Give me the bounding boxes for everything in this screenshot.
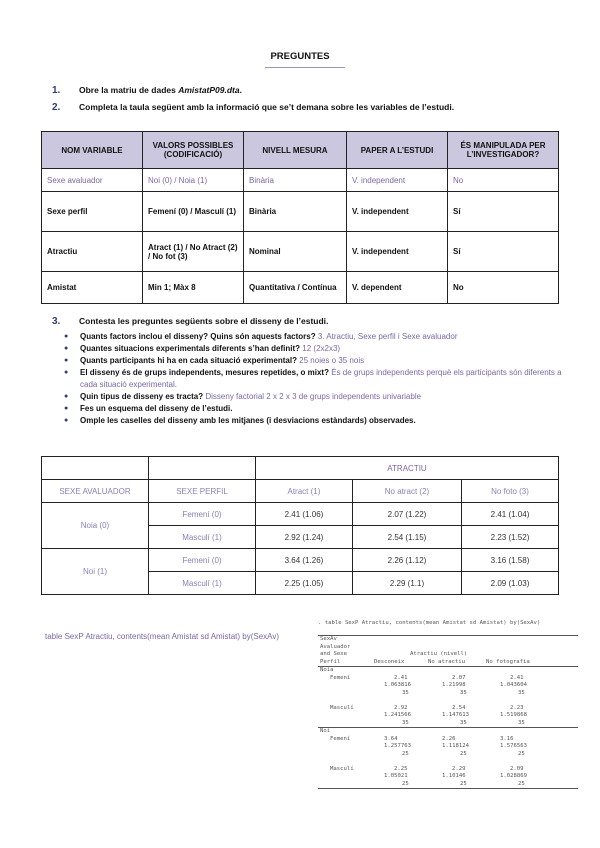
table-cell: 2.25 (1.05) <box>256 572 353 595</box>
stata-sub: Masculí <box>330 704 354 711</box>
perfil-label: Masculí (1) <box>149 572 256 595</box>
stata-command-label: table SexP Atractiu, contents(mean Amistat sd Amistat) by(SexAv) <box>45 632 280 641</box>
stata-sub: Masculí <box>330 765 354 772</box>
table-cell: V. independent <box>347 192 448 232</box>
design-table <box>41 456 559 595</box>
table-cell: Atract (1) / No Atract (2) / No fot (3) <box>143 232 244 272</box>
perfil-label: Masculí (1) <box>149 526 256 549</box>
table-cell: 2.41 (1.06) <box>256 503 353 526</box>
table-cell: Sexe perfil <box>42 192 143 232</box>
stata-value: 3.64 <box>384 735 398 742</box>
page-title: PREGUNTES <box>270 51 330 62</box>
bullet-answer: Disseny factorial 2 x 2 x 3 de grups independents univariable <box>205 392 422 401</box>
sexe-perfil-header: SEXE PERFIL <box>149 480 256 503</box>
table-row <box>42 457 559 480</box>
question-1-end: . <box>239 85 242 95</box>
stata-value: 25 <box>518 780 525 787</box>
table-cell: 2.07 (1.22) <box>352 503 461 526</box>
list-item <box>64 355 564 367</box>
variables-table-header <box>42 132 559 169</box>
table-row <box>42 480 559 503</box>
table-cell: Noi (0) / Noia (1) <box>143 169 244 192</box>
list-item <box>64 403 564 415</box>
stata-value: 35 <box>518 689 525 696</box>
bullet-question: Quants participants hi ha en cada situació experimental? <box>80 356 300 365</box>
table-cell: No <box>448 169 559 192</box>
list-item <box>64 391 564 403</box>
stata-value: 2.92 <box>394 704 408 711</box>
stata-value: 2.26 <box>442 735 456 742</box>
variables-table <box>41 131 559 304</box>
stata-value: 35 <box>460 689 467 696</box>
question-3 <box>52 316 328 327</box>
stata-value: 25 <box>402 750 409 757</box>
empty-cell <box>42 457 149 480</box>
question-2 <box>52 102 454 113</box>
empty-cell <box>149 457 256 480</box>
table-cell: 2.29 (1.1) <box>352 572 461 595</box>
bullet-answer: 12 (2x2x3) <box>302 344 341 353</box>
stata-value: 35 <box>518 719 525 726</box>
stata-value: 25 <box>402 780 409 787</box>
stata-rule <box>318 788 578 789</box>
question-3-number: 3. <box>52 316 61 327</box>
table-cell: V. independent <box>347 169 448 192</box>
stata-cmd-text: . table SexP Atractiu, contents(mean Amistat sd Amistat) by(SexAv) <box>318 620 541 626</box>
stata-output <box>318 620 578 789</box>
col-header: No foto (3) <box>462 480 559 503</box>
table-cell: Amistat <box>42 272 143 304</box>
design-questions-list <box>64 331 564 427</box>
question-3-text: Contesta les preguntes següents sobre el disseny de l’estudi. <box>79 316 329 326</box>
bullet-question: Quants factors inclou el disseny? Quins són aquests factors? <box>80 332 318 341</box>
table-cell: 2.54 (1.15) <box>352 526 461 549</box>
stata-value: 2.41 <box>394 674 408 681</box>
stata-header: Perfil <box>320 658 341 665</box>
perfil-label: Femení (0) <box>149 503 256 526</box>
table-row <box>42 192 559 232</box>
stata-value: 1.028869 <box>500 773 527 779</box>
sexe-avaluador-header: SEXE AVALUADOR <box>42 480 149 503</box>
stata-value: 1.043604 <box>500 682 527 688</box>
table-cell: V. independent <box>347 232 448 272</box>
stata-span-header: Atractiu (nivell) <box>410 651 468 657</box>
stata-col-header: Desconeix <box>374 658 405 665</box>
table-cell: 2.23 (1.52) <box>462 526 559 549</box>
table-row <box>42 272 559 304</box>
col-header: No atract (2) <box>352 480 461 503</box>
stata-value: 1.576563 <box>500 743 527 749</box>
table-cell: Quantitativa / Contínua <box>244 272 347 304</box>
list-item <box>64 367 564 391</box>
stata-value: 1.063816 <box>384 682 411 688</box>
list-item <box>64 415 564 427</box>
table-cell: Atractiu <box>42 232 143 272</box>
atractiu-header: ATRACTIU <box>256 457 559 480</box>
stata-col-header: No atractiu <box>428 658 466 665</box>
stata-value: 1.10146 <box>442 773 466 779</box>
bullet-answer: 25 noies o 35 nois <box>299 356 365 365</box>
table-row <box>42 169 559 192</box>
table-cell: Sexe avaluador <box>42 169 143 192</box>
group-label: Noia (0) <box>42 503 149 549</box>
stata-cmd <box>318 620 578 628</box>
stata-value: 35 <box>402 719 409 726</box>
stata-value: 2.09 <box>510 765 524 772</box>
stata-value: 1.118124 <box>442 743 469 749</box>
stata-value: 2.29 <box>452 765 466 772</box>
stata-value: 35 <box>460 719 467 726</box>
header-cell: NIVELL MESURA <box>244 132 347 169</box>
table-row <box>42 503 559 526</box>
stata-sub: Femení <box>330 674 351 681</box>
table-cell: 3.16 (1.58) <box>462 549 559 572</box>
perfil-label: Femení (0) <box>149 549 256 572</box>
question-1 <box>52 85 242 96</box>
question-2-number: 2. <box>52 102 61 113</box>
stata-col-header: No fotografia <box>486 658 530 665</box>
header-cell: ÉS MANIPULADA PER L’INVESTIGADOR? <box>448 132 559 169</box>
table-cell: 3.64 (1.26) <box>256 549 353 572</box>
bullet-question: Quantes situacions experimentals diferents s’han definit? <box>80 344 303 353</box>
stata-value: 1.147613 <box>442 712 469 718</box>
stata-group: Noia <box>320 667 334 673</box>
stata-value: 2.54 <box>452 704 466 711</box>
table-cell: 2.41 (1.04) <box>462 503 559 526</box>
table-row <box>42 232 559 272</box>
question-1-number: 1. <box>52 85 61 96</box>
stata-value: 35 <box>402 689 409 696</box>
stata-value: 1.519868 <box>500 712 527 718</box>
table-cell: Min 1; Màx 8 <box>143 272 244 304</box>
stata-value: 25 <box>518 750 525 757</box>
bullet-question: Omple les caselles del disseny amb les mitjanes (i desviacions estàndards) observades. <box>80 416 416 425</box>
table-cell: 2.26 (1.12) <box>352 549 461 572</box>
group-label: Noi (1) <box>42 549 149 595</box>
stata-header: and Sexe <box>320 651 347 657</box>
stata-value: 1.21998 <box>442 682 466 688</box>
col-header: Atract (1) <box>256 480 353 503</box>
stata-value: 25 <box>460 750 467 757</box>
bullet-question: El disseny és de grups independents, mesures repetides, o mixt? <box>80 368 332 377</box>
bullet-question: Fes un esquema del disseny de l’estudi. <box>80 404 233 413</box>
question-2-text: Completa la taula següent amb la informació que se’t demana sobre les variables de l’estudi. <box>79 102 455 112</box>
stata-header: Avaluador <box>320 643 351 650</box>
stata-value: 2.07 <box>452 674 466 681</box>
dataset-filename: AmistatP09.dta <box>178 85 240 95</box>
question-1-text: Obre la matriu de dades <box>79 85 179 95</box>
table-cell: 2.09 (1.03) <box>462 572 559 595</box>
table-cell: Sí <box>448 232 559 272</box>
table-cell: Binària <box>244 192 347 232</box>
stata-value: 3.16 <box>500 735 514 742</box>
header-cell: NOM VARIABLE <box>42 132 143 169</box>
list-item <box>64 343 564 355</box>
stata-value: 25 <box>460 780 467 787</box>
table-cell: No <box>448 272 559 304</box>
bullet-answer: 3. Atractiu, Sexe perfil i Sexe avaluador <box>317 332 458 341</box>
stata-value: 1.05021 <box>384 773 408 779</box>
stata-value: 2.25 <box>394 765 408 772</box>
list-item <box>64 331 564 343</box>
table-cell: Nominal <box>244 232 347 272</box>
stata-value: 1.257763 <box>384 743 411 749</box>
bullet-answer: És de grups independents perquè els participants són diferents a cada situació experimental. <box>80 368 562 389</box>
header-cell: PAPER A L’ESTUDI <box>347 132 448 169</box>
table-cell: 2.92 (1.24) <box>256 526 353 549</box>
stata-value: 2.41 <box>510 674 524 681</box>
bullet-question: Quin tipus de disseny es tracta? <box>80 392 206 401</box>
table-cell: V. dependent <box>347 272 448 304</box>
stata-sub: Femení <box>330 735 351 742</box>
table-cell: Binària <box>244 169 347 192</box>
stata-value: 2.23 <box>510 704 524 711</box>
header-cell: VALORS POSSIBLES (CODIFICACIÓ) <box>143 132 244 169</box>
table-row <box>42 549 559 572</box>
stata-value: 1.241566 <box>384 712 411 718</box>
table-cell: Femení (0) / Masculí (1) <box>143 192 244 232</box>
stata-header: SexAv <box>320 636 337 642</box>
table-cell: Sí <box>448 192 559 232</box>
stata-group: Noi <box>320 728 331 734</box>
title-underline <box>265 67 345 68</box>
